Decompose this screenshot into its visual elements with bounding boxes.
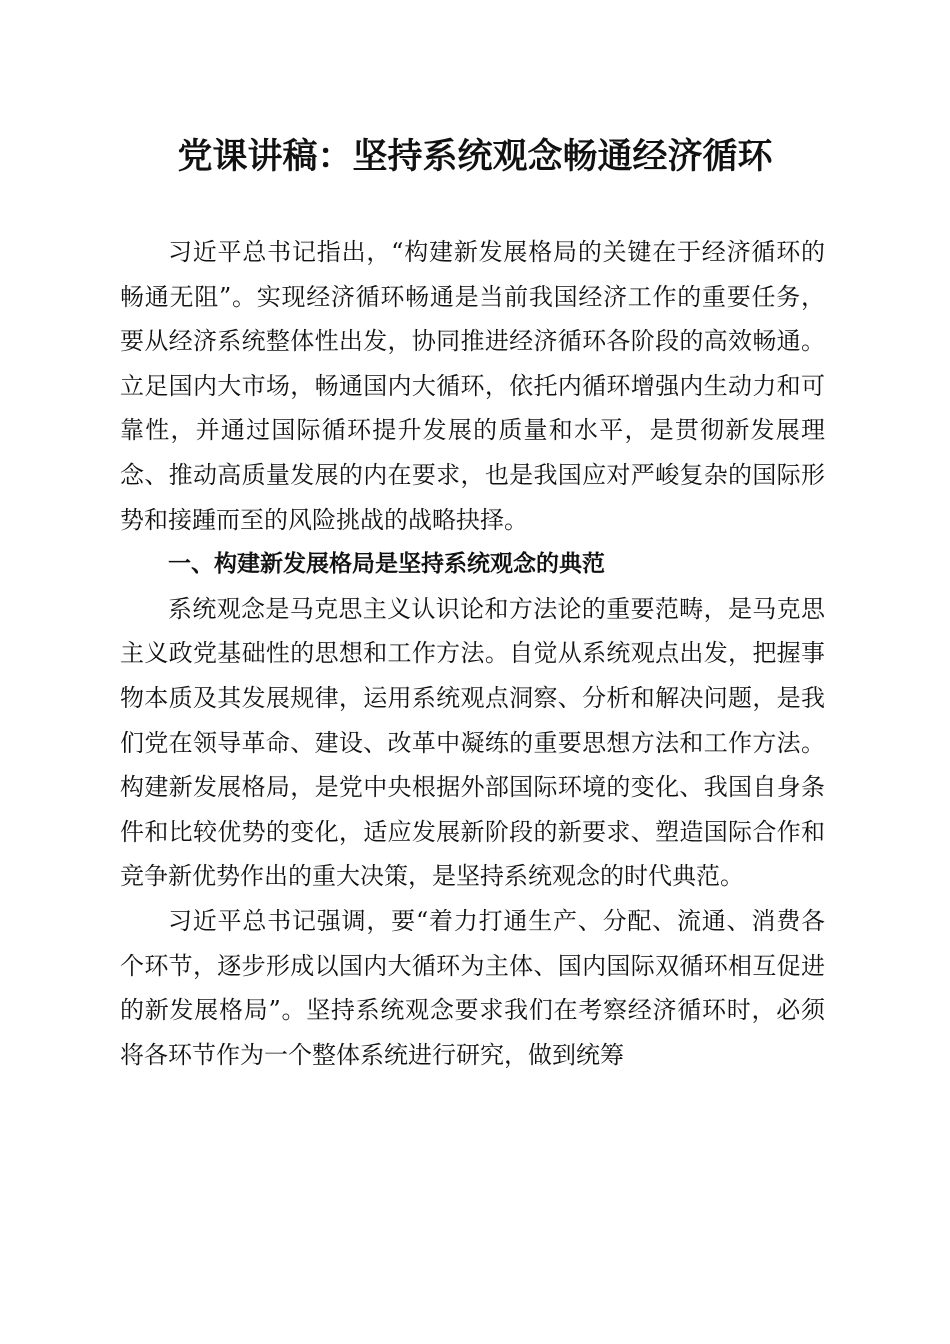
- paragraph-intro: 习近平总书记指出，“构建新发展格局的关键在于经济循环的畅通无阻”。实现经济循环畅通是当前我国经济工作的重要任务，要从经济系统整体性出发，协同推进经济循环各阶段的高效畅通。立足国内大市场，畅通国内大循环，依托内循环增强内生动力和可靠性，并通过国际循环提升发展的质量和水平，是贯彻新发展理念、推动高质量发展的内在要求，也是我国应对严峻复杂的国际形势和接踵而至的风险挑战的战略抉择。: [120, 238, 825, 534]
- document-title: 党课讲稿：坚持系统观念畅通经济循环: [177, 137, 773, 177]
- document-body: [120, 230, 825, 1077]
- paragraph-section1-1: 系统观念是马克思主义认识论和方法论的重要范畴，是马克思主义政党基础性的思想和工作方法。自觉从系统观点出发，把握事物本质及其发展规律，运用系统观点洞察、分析和解决问题，是我们党在领导革命、建设、改革中凝练的重要思想方法和工作方法。构建新发展格局，是党中央根据外部国际环境的变化、我国自身条件和比较优势的变化，适应发展新阶段的新要求、塑造国际合作和竞争新优势作出的重大决策，是坚持系统观念的时代典范。: [120, 594, 825, 891]
- section-heading-1: 一、构建新发展格局是坚持系统观念的典范: [168, 551, 605, 578]
- paragraph-section1-2: 习近平总书记强调，要“着力打通生产、分配、流通、消费各个环节，逐步形成以国内大循环为主体、国内国际双循环相互促进的新发展格局”。坚持系统观念要求我们在考察经济循环时，必须将各环节作为一个整体系统进行研究，做到统筹: [120, 906, 825, 1069]
